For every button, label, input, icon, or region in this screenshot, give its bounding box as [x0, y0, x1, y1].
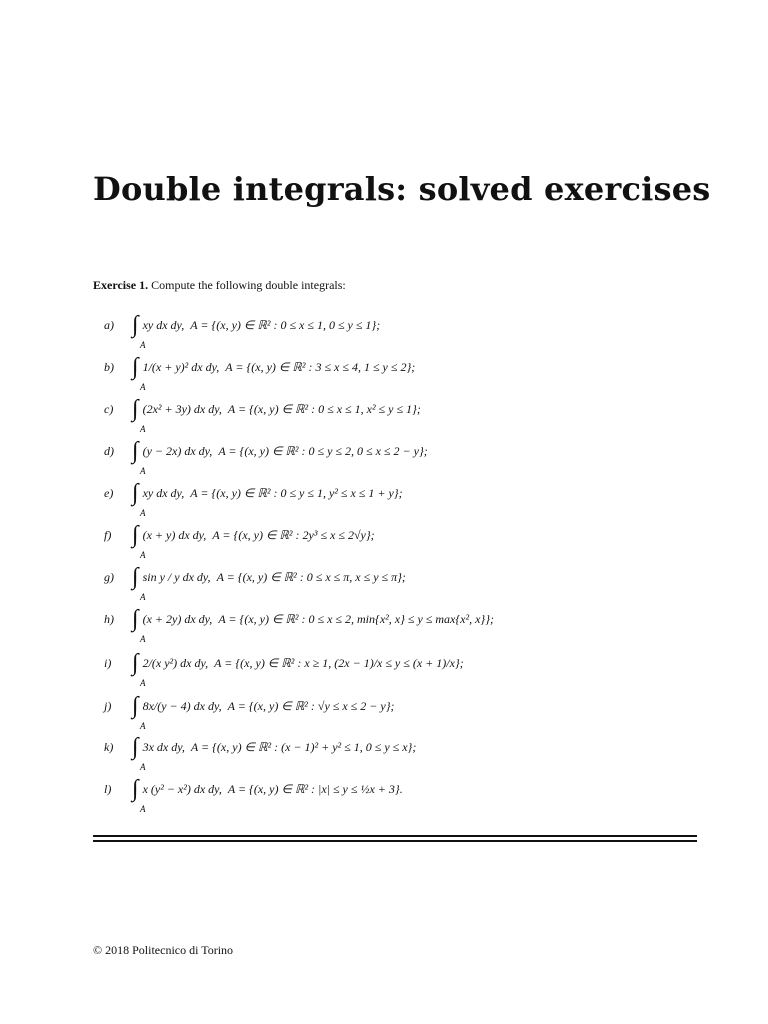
- integrand: xy dx dy,: [142, 485, 185, 500]
- item-label: b): [104, 359, 114, 374]
- integrand: (2x² + 3y) dx dy,: [142, 401, 222, 416]
- integral-sign-icon: ∫ A: [132, 693, 146, 731]
- integrand: 8x/(y − 4) dx dy,: [142, 698, 222, 713]
- exercise-label: Exercise 1.: [93, 278, 149, 292]
- exercise-item: [104, 307, 724, 350]
- integration-domain: A = {(x, y) ∈ ℝ² : 3 ≤ x ≤ 4, 1 ≤ y ≤ 2};: [225, 359, 416, 374]
- integrand: xy dx dy,: [142, 317, 185, 332]
- integration-domain: A = {(x, y) ∈ ℝ² : 0 ≤ x ≤ 1, 0 ≤ y ≤ 1};: [190, 317, 381, 332]
- exercise-item: [104, 433, 724, 476]
- integral-sign-icon: ∫ A: [132, 312, 146, 350]
- page-title: Double integrals: solved exercises: [93, 170, 711, 208]
- exercise-text: Compute the following double integrals:: [151, 278, 346, 292]
- integration-domain: A = {(x, y) ∈ ℝ² : (x − 1)² + y² ≤ 1, 0 ≤ y ≤ x};: [190, 739, 417, 754]
- item-label: c): [104, 401, 114, 416]
- integrand: (y − 2x) dx dy,: [142, 443, 213, 458]
- item-label: j): [104, 698, 112, 713]
- exercise-item: [104, 517, 724, 560]
- integral-sign-icon: ∫ A: [132, 396, 146, 434]
- integrand: sin y / y dx dy,: [142, 569, 211, 584]
- integrand: (x + y) dx dy,: [142, 527, 207, 542]
- exercise-item: [104, 771, 724, 814]
- copyright-footer: © 2018 Politecnico di Torino: [93, 943, 234, 957]
- integration-domain: A = {(x, y) ∈ ℝ² : |x| ≤ y ≤ ½x + 3}.: [227, 781, 403, 796]
- item-label: f): [104, 527, 112, 542]
- item-label: l): [104, 781, 112, 796]
- divider-line-top: [93, 835, 697, 837]
- exercise-item: [104, 601, 724, 644]
- item-label: e): [104, 485, 114, 500]
- integral-sign-icon: ∫ A: [132, 522, 146, 560]
- integral-sign-icon: ∫ A: [132, 650, 146, 688]
- item-label: h): [104, 611, 114, 626]
- integral-sign-icon: ∫ A: [132, 734, 146, 772]
- integral-sign-icon: ∫ A: [132, 776, 146, 814]
- integrand: (x + 2y) dx dy,: [142, 611, 213, 626]
- exercise-item: [104, 475, 724, 518]
- exercise-item: [104, 349, 724, 392]
- item-label: k): [104, 739, 114, 754]
- integration-domain: A = {(x, y) ∈ ℝ² : 0 ≤ x ≤ π, x ≤ y ≤ π};: [216, 569, 406, 584]
- exercise-item: [104, 559, 724, 602]
- integrand: x (y² − x²) dx dy,: [142, 781, 222, 796]
- integration-domain: A = {(x, y) ∈ ℝ² : 0 ≤ x ≤ 1, x² ≤ y ≤ 1};: [227, 401, 421, 416]
- integration-domain: A = {(x, y) ∈ ℝ² : 2y³ ≤ x ≤ 2√y};: [212, 527, 375, 542]
- exercise-item: [104, 391, 724, 434]
- integration-domain: A = {(x, y) ∈ ℝ² : x ≥ 1, (2x − 1)/x ≤ y ≤ (x + 1)/x};: [214, 655, 464, 670]
- integrand: 2/(x y²) dx dy,: [142, 655, 209, 670]
- integrand: 1/(x + y)² dx dy,: [142, 359, 220, 374]
- item-label: a): [104, 317, 114, 332]
- integral-sign-icon: ∫ A: [132, 480, 146, 518]
- item-label: d): [104, 443, 114, 458]
- item-label: g): [104, 569, 114, 584]
- integration-domain: A = {(x, y) ∈ ℝ² : 0 ≤ x ≤ 2, min{x², x} ≤ y ≤ max{x², x}};: [218, 611, 494, 626]
- exercise-item: [104, 645, 724, 688]
- item-label: i): [104, 655, 112, 670]
- exercise-item: [104, 729, 724, 772]
- integration-domain: A = {(x, y) ∈ ℝ² : 0 ≤ y ≤ 2, 0 ≤ x ≤ 2 − y};: [218, 443, 428, 458]
- exercise-item: [104, 688, 724, 731]
- integrand: 3x dx dy,: [142, 739, 185, 754]
- integration-domain: A = {(x, y) ∈ ℝ² : √y ≤ x ≤ 2 − y};: [227, 698, 395, 713]
- divider-line-bottom: [93, 840, 697, 842]
- integral-sign-icon: ∫ A: [132, 354, 146, 392]
- integral-sign-icon: ∫ A: [132, 606, 146, 644]
- integration-domain: A = {(x, y) ∈ ℝ² : 0 ≤ y ≤ 1, y² ≤ x ≤ 1 + y};: [190, 485, 403, 500]
- integral-sign-icon: ∫ A: [132, 438, 146, 476]
- integral-sign-icon: ∫ A: [132, 564, 146, 602]
